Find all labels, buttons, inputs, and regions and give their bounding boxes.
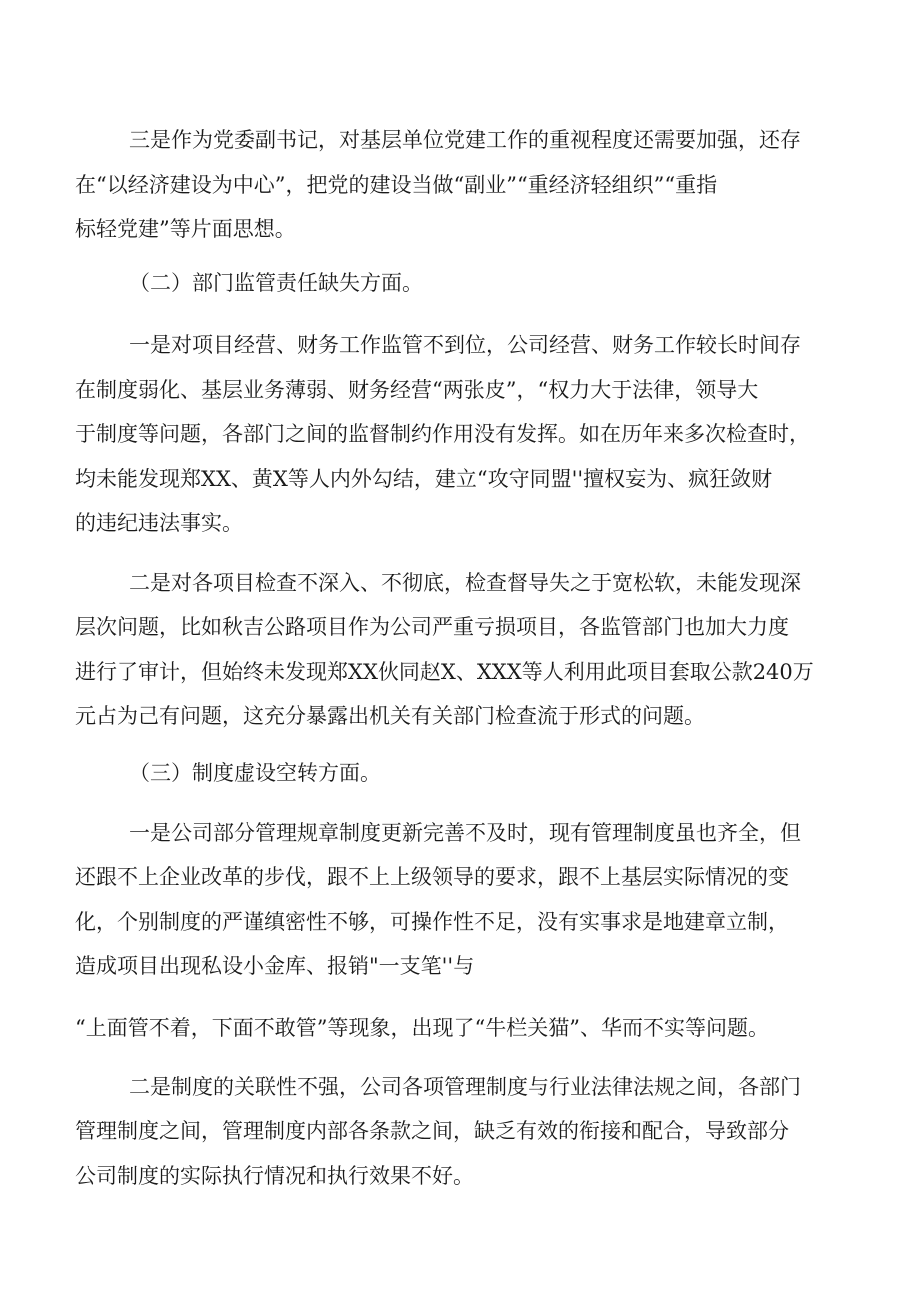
paragraph-line: 于制度等问题，各部门之间的监督制约作用没有发挥。如在历年来多次检查时， xyxy=(75,422,810,446)
paragraph-line: 造成项目出现私设小金库、报销"一支笔''与 xyxy=(75,954,475,978)
paragraph-line: 一是对项目经营、财务工作监管不到位，公司经营、财务工作较长时间存 xyxy=(129,333,801,357)
paragraph-line: 化，个别制度的严谨缜密性不够，可操作性不足，没有实事求是地建章立制， xyxy=(75,910,789,934)
paragraph-line: 层次问题，比如秋吉公路项目作为公司严重亏损项目，各监管部门也加大力度 xyxy=(75,615,789,639)
paragraph-line: 在制度弱化、基层业务薄弱、财务经营“两张皮”，“权力大于法律，领导大 xyxy=(75,378,759,402)
paragraph-line: 一是公司部分管理规章制度更新完善不及时，现有管理制度虽也齐全，但 xyxy=(129,821,801,845)
paragraph-line: 三是作为党委副书记，对基层单位党建工作的重视程度还需要加强，还存 xyxy=(129,128,801,152)
paragraph-line: 二是对各项目检查不深入、不彻底，检查督导失之于宽松软，未能发现深 xyxy=(129,571,801,595)
paragraph-line: “上面管不着，下面不敢管”等现象，出现了“牛栏关猫”、华而不实等问题。 xyxy=(75,1016,769,1040)
paragraph-line: 在“以经济建设为中心”，把党的建设当做“副业”“重经济轻组织”“重指 xyxy=(75,173,718,197)
paragraph-line: 均未能发现郑XX、黄X等人内外勾结，建立“攻守同盟''擅权妄为、疯狂敛财 xyxy=(75,467,773,491)
paragraph-line: 的违纪违法事实。 xyxy=(75,511,243,535)
section-heading: （二）部门监管责任缺失方面。 xyxy=(129,271,423,295)
paragraph-line: 元占为己有问题，这充分暴露出机关有关部门检查流于形式的问题。 xyxy=(75,704,705,728)
paragraph-line: 二是制度的关联性不强，公司各项管理制度与行业法律法规之间，各部门 xyxy=(129,1075,801,1099)
paragraph-line: 还跟不上企业改革的步伐，跟不上上级领导的要求，跟不上基层实际情况的变 xyxy=(75,865,789,889)
paragraph-line: 管理制度之间，管理制度内部各条款之间，缺乏有效的衔接和配合，导致部分 xyxy=(75,1119,789,1143)
paragraph-line: 进行了审计，但始终未发现郑XX伙同赵X、XXX等人利用此项目套取公款240万 xyxy=(75,660,814,684)
section-heading: （三）制度虚设空转方面。 xyxy=(129,761,381,785)
paragraph-line: 标轻党建”等片面思想。 xyxy=(75,217,296,241)
paragraph-line: 公司制度的实际执行情况和执行效果不好。 xyxy=(75,1164,474,1188)
